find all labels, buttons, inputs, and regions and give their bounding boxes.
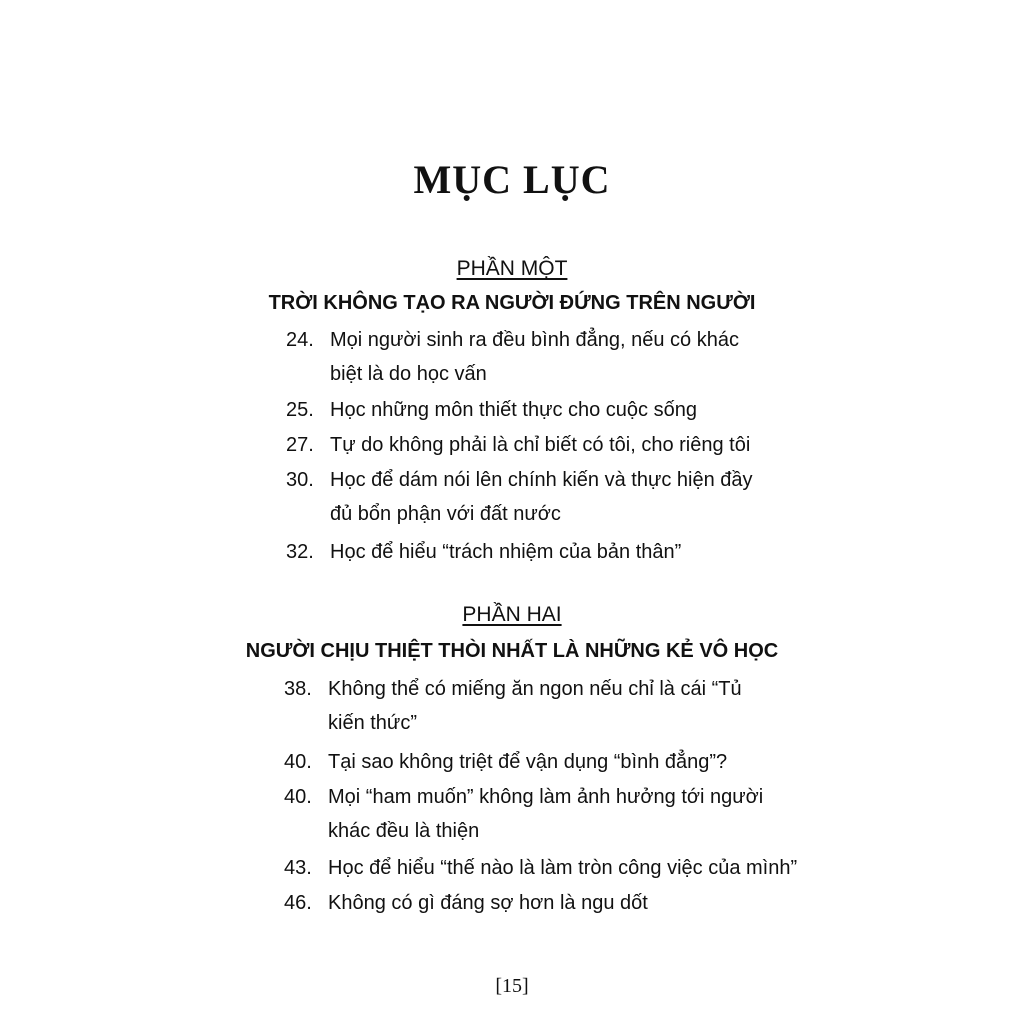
- toc-entry-title: Học những môn thiết thực cho cuộc sống: [330, 399, 697, 421]
- toc-entry-title: Không có gì đáng sợ hơn là ngu dốt: [328, 892, 648, 914]
- page-title: MỤC LỤC: [413, 157, 611, 202]
- toc-entry-title: Học để dám nói lên chính kiến và thực hiện đầy đủ bổn phận với đất nước: [330, 469, 753, 525]
- toc-entry-page: 27.: [286, 434, 314, 456]
- part-one-label: PHẦN MỘT: [456, 257, 568, 280]
- toc-entry-title: Không thể có miếng ăn ngon nếu chỉ là cái “Tủ kiến thức”: [328, 678, 742, 734]
- toc-entry-page: 40.: [284, 786, 312, 808]
- page-number: [15]: [495, 975, 529, 997]
- toc-entry-page: 40.: [284, 751, 312, 773]
- toc-entry-title: Mọi “ham muốn” không làm ảnh hưởng tới người khác đều là thiện: [328, 786, 764, 842]
- toc-entry-page: 30.: [286, 469, 314, 491]
- toc-entry-title: Tự do không phải là chỉ biết có tôi, cho riêng tôi: [330, 434, 751, 456]
- part-one-heading: TRỜI KHÔNG TẠO RA NGƯỜI ĐỨNG TRÊN NGƯỜI: [268, 292, 756, 314]
- toc-entry-page: 38.: [284, 678, 312, 700]
- toc-entry-page: 25.: [286, 399, 314, 421]
- toc-entry-title: Học để hiểu “thế nào là làm tròn công việc của mình”: [328, 857, 798, 879]
- toc-entry-page: 46.: [284, 892, 312, 914]
- part-two-label: PHẦN HAI: [462, 603, 562, 626]
- toc-entry-title: Học để hiểu “trách nhiệm của bản thân”: [330, 541, 682, 563]
- toc-entry-title: Tại sao không triệt để vận dụng “bình đẳng”?: [328, 751, 728, 773]
- toc-entry-page: 43.: [284, 857, 312, 879]
- toc-entry-page: 32.: [286, 541, 314, 563]
- part-two-heading: NGƯỜI CHỊU THIỆT THÒI NHẤT LÀ NHỮNG KẺ VÔ HỌC: [245, 640, 779, 662]
- toc-entry-title: Mọi người sinh ra đều bình đẳng, nếu có khác biệt là do học vấn: [330, 329, 739, 385]
- toc-entry-page: 24.: [286, 329, 314, 351]
